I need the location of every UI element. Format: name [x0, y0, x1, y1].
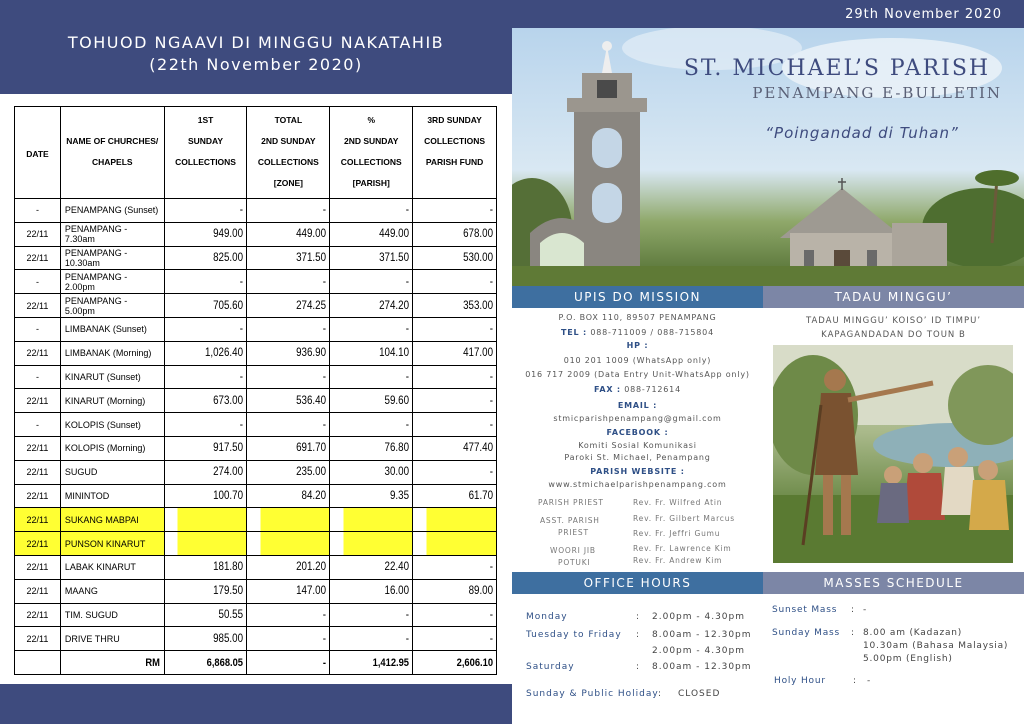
cell-c1: 50.55: [177, 603, 247, 627]
asst-priest-name-2: Rev. Fr. Jeffri Gumu: [633, 529, 721, 538]
cell-c3: 449.00: [342, 222, 412, 246]
upis-do-mission-bar: UPIS DO MISSION: [512, 286, 763, 308]
table-row: [15, 389, 497, 413]
cell-c3: 59.60: [342, 389, 412, 413]
collections-header: [0, 0, 512, 94]
cell-c2: 536.40: [259, 389, 329, 413]
table-row: [15, 270, 497, 294]
cell-c4: 678.00: [425, 222, 496, 246]
cell-date: 22/11: [15, 603, 61, 627]
cell-c3: -: [342, 199, 412, 223]
cell-c2: 274.25: [259, 294, 329, 318]
table-row: [15, 508, 497, 532]
left-footer-bar: [0, 684, 512, 724]
office-hours-section: [512, 594, 763, 724]
cell-c2: 936.90: [259, 341, 329, 365]
website-value[interactable]: www.stmichaelparishpenampang.com: [548, 480, 727, 489]
woori-role-1: WOORI JIB: [550, 546, 596, 555]
sunday-mass-value-1: 8.00 am (Kadazan): [863, 628, 963, 638]
fax-label: FAX :: [594, 385, 621, 394]
hp-label: HP :: [626, 341, 649, 350]
header-third: 3RD SUNDAY COLLECTIONS PARISH FUND: [413, 107, 497, 199]
collections-table: [14, 106, 497, 675]
cell-c1: 274.00: [177, 460, 247, 484]
facebook-label: FACEBOOK :: [606, 428, 669, 437]
cell-name: SUGUD: [60, 460, 164, 484]
cell-c2: -: [259, 365, 329, 389]
total-label: RM: [76, 651, 164, 675]
cell-c3: -: [342, 317, 412, 341]
cell-c3: -: [342, 413, 412, 437]
table-row: [15, 460, 497, 484]
cell-c4: 353.00: [425, 294, 496, 318]
cell-c1: 825.00: [177, 246, 247, 270]
cell-c4: -: [425, 389, 496, 413]
hero-banner: [512, 28, 1024, 286]
cell-date: 22/11: [15, 555, 61, 579]
cell-c2: 147.00: [259, 579, 329, 603]
table-row: [15, 317, 497, 341]
painting-illustration: [773, 345, 1013, 563]
cell-name: PENAMPANG - 2.00pm: [60, 270, 164, 294]
cell-c4: 89.00: [425, 579, 496, 603]
cell-name: LIMBANAK (Sunset): [60, 317, 164, 341]
holy-hour-label: Holy Hour: [774, 676, 826, 686]
cell-c3: [342, 532, 412, 556]
asst-priest-role-2: PRIEST: [558, 528, 589, 537]
sunday-mass-value-3: 5.00pm (English): [863, 654, 953, 664]
contact-section: [512, 308, 763, 572]
cell-c4: [425, 532, 496, 556]
tadau-section: [763, 308, 1024, 572]
sunday-mass-colon: :: [851, 628, 855, 638]
monday-colon: :: [636, 612, 641, 622]
cell-c2: -: [259, 199, 329, 223]
tel-line: [512, 328, 763, 337]
cell-date: -: [15, 365, 61, 389]
cell-c1: 673.00: [177, 389, 247, 413]
saturday-label: Saturday: [526, 662, 575, 672]
table-row: [15, 413, 497, 437]
cell-c2: -: [259, 627, 329, 651]
cell-c2: 235.00: [259, 460, 329, 484]
tadau-line-1: TADAU MINGGU’ KOISO’ ID TIMPU’: [805, 316, 982, 326]
cell-name: KINARUT (Morning): [60, 389, 164, 413]
email-value[interactable]: stmicparishpenampang@gmail.com: [553, 414, 722, 423]
cell-c3: -: [342, 270, 412, 294]
cell-c1: 1,026.40: [177, 341, 247, 365]
cell-name: PENAMPANG - 5.00pm: [60, 294, 164, 318]
cell-date: 22/11: [15, 532, 61, 556]
cell-name: PENAMPANG (Sunset): [60, 199, 164, 223]
masses-schedule-section: [763, 594, 1024, 724]
cell-c1: 917.50: [177, 436, 247, 460]
cell-name: PENAMPANG - 7.30am: [60, 222, 164, 246]
cell-date: 22/11: [15, 579, 61, 603]
cell-c2: 691.70: [259, 436, 329, 460]
header-total: TOTAL 2ND SUNDAY COLLECTIONS [ZONE]: [247, 107, 330, 199]
header-first: 1ST SUNDAY COLLECTIONS: [164, 107, 247, 199]
cell-c1: -: [177, 365, 247, 389]
facebook-value-2: Paroki St. Michael, Penampang: [564, 453, 711, 462]
collections-title: TOHUOD NGAAVI DI MINGGU NAKATAHIB: [67, 33, 445, 52]
cell-c1: -: [177, 413, 247, 437]
cell-c3: 22.40: [342, 555, 412, 579]
cell-c1: 705.60: [177, 294, 247, 318]
cell-c2: 371.50: [259, 246, 329, 270]
cell-name: KOLOPIS (Morning): [60, 436, 164, 460]
cell-c2: -: [259, 603, 329, 627]
cell-name: TIM. SUGUD: [60, 603, 164, 627]
header-date: DATE: [15, 107, 61, 199]
bulletin-date: 29th November 2020: [845, 7, 1002, 22]
cell-c4: -: [425, 603, 496, 627]
table-row: [15, 341, 497, 365]
cell-c2: -: [259, 317, 329, 341]
cell-c1: -: [177, 199, 247, 223]
cell-c2: 84.20: [259, 484, 329, 508]
tuefri-time-2: 2.00pm - 4.30pm: [652, 646, 746, 656]
office-hours-bar: OFFICE HOURS: [512, 572, 763, 594]
table-row: [15, 294, 497, 318]
cell-date: 22/11: [15, 460, 61, 484]
cell-c2: -: [259, 270, 329, 294]
holy-hour-colon: :: [853, 676, 857, 686]
address: P.O. BOX 110, 89507 PENAMPANG: [558, 313, 717, 322]
john-baptist-painting: [773, 345, 1013, 563]
parish-priest-role: PARISH PRIEST: [538, 498, 604, 507]
table-header-row: [15, 107, 497, 199]
cell-c1: [177, 508, 247, 532]
cell-c3: [342, 508, 412, 532]
email-label: EMAIL :: [617, 401, 658, 410]
cell-c3: 274.20: [342, 294, 412, 318]
cell-date: 22/11: [15, 508, 61, 532]
cell-c4: [425, 508, 496, 532]
tel-label: TEL :: [561, 328, 588, 337]
tadau-minggu-bar: TADAU MINGGU’: [763, 286, 1024, 308]
cell-name: PENAMPANG - 10.30am: [60, 246, 164, 270]
masses-schedule-bar: MASSES SCHEDULE: [763, 572, 1024, 594]
total-c4: 2,606.10: [425, 651, 496, 675]
cell-date: 22/11: [15, 389, 61, 413]
sunset-mass-colon: :: [851, 605, 855, 615]
table-row: [15, 579, 497, 603]
cell-date: 22/11: [15, 294, 61, 318]
cell-c3: 30.00: [342, 460, 412, 484]
table-row: [15, 436, 497, 460]
saturday-colon: :: [636, 662, 641, 672]
cell-date: 22/11: [15, 341, 61, 365]
cell-empty: [15, 651, 61, 675]
woori-role-2: POTUKI: [558, 558, 591, 567]
woori-name-2: Rev. Fr. Andrew Kim: [633, 556, 723, 565]
cell-date: -: [15, 270, 61, 294]
motto: “Poingandad di Tuhan”: [765, 124, 959, 142]
cell-name: DRIVE THRU: [60, 627, 164, 651]
cell-c4: -: [425, 555, 496, 579]
header-pct: % 2ND SUNDAY COLLECTIONS [PARISH]: [330, 107, 413, 199]
table-row: [15, 365, 497, 389]
cell-c3: 9.35: [342, 484, 412, 508]
cell-c3: 76.80: [342, 436, 412, 460]
table-row: [15, 627, 497, 651]
cell-name: KINARUT (Sunset): [60, 365, 164, 389]
bulletin-name: PENAMPANG E-BULLETIN: [752, 84, 1002, 102]
cell-c4: -: [425, 460, 496, 484]
woori-name-1: Rev. Fr. Lawrence Kim: [633, 544, 732, 553]
monday-time: 2.00pm - 4.30pm: [652, 612, 746, 622]
sunday-mass-value-2: 10.30am (Bahasa Malaysia): [863, 641, 1009, 651]
cell-date: -: [15, 317, 61, 341]
tuefri-label: Tuesday to Friday: [526, 630, 622, 640]
cell-c4: -: [425, 365, 496, 389]
date-bar: [512, 0, 1024, 28]
total-c2: -: [259, 651, 329, 675]
cell-c2: -: [259, 413, 329, 437]
hp-value-1: 010 201 1009 (WhatsApp only): [563, 356, 712, 365]
cell-c4: 530.00: [425, 246, 496, 270]
cell-date: 22/11: [15, 484, 61, 508]
cell-name: SUKANG MABPAI: [60, 508, 164, 532]
sunset-mass-label: Sunset Mass: [772, 605, 838, 615]
sunset-mass-value: -: [863, 605, 868, 615]
cell-name: LABAK KINARUT: [60, 555, 164, 579]
parish-name: ST. MICHAEL’S PARISH: [683, 56, 991, 81]
saturday-time: 8.00am - 12.30pm: [652, 662, 752, 672]
total-c1: 6,868.05: [177, 651, 247, 675]
table-row: [15, 199, 497, 223]
table-total-row: [15, 651, 497, 675]
cell-name: LIMBANAK (Morning): [60, 341, 164, 365]
facebook-value-1: Komiti Sosial Komunikasi: [578, 441, 697, 450]
cell-c1: 985.00: [177, 627, 247, 651]
cell-c1: 179.50: [177, 579, 247, 603]
cell-c1: -: [177, 270, 247, 294]
cell-c4: -: [425, 270, 496, 294]
tadau-line-2: KAPAGANDADAN DO TOUN B: [821, 330, 966, 340]
cell-c4: -: [425, 317, 496, 341]
cell-c4: -: [425, 413, 496, 437]
cell-c3: 371.50: [342, 246, 412, 270]
cell-c3: 104.10: [342, 341, 412, 365]
cell-c1: -: [177, 317, 247, 341]
cell-c1: 949.00: [177, 222, 247, 246]
cell-c3: -: [342, 627, 412, 651]
website-label: PARISH WEBSITE :: [590, 467, 685, 476]
right-panel: [512, 0, 1024, 724]
cell-c4: -: [425, 627, 496, 651]
cell-c3: -: [342, 365, 412, 389]
parish-priest-name: Rev. Fr. Wilfred Atin: [633, 498, 723, 507]
cell-name: KOLOPIS (Sunset): [60, 413, 164, 437]
holiday-time: CLOSED: [678, 689, 721, 699]
table-row: [15, 532, 497, 556]
table-row: [15, 246, 497, 270]
cell-date: 22/11: [15, 627, 61, 651]
table-body: [15, 199, 497, 675]
hp-value-2: 016 717 2009 (Data Entry Unit-WhatsApp only): [525, 370, 750, 379]
cell-c1: 181.80: [177, 555, 247, 579]
table-row: [15, 484, 497, 508]
sunday-mass-label: Sunday Mass: [772, 628, 840, 638]
cell-c2: [259, 532, 329, 556]
cell-c2: 201.20: [259, 555, 329, 579]
cell-date: 22/11: [15, 436, 61, 460]
holiday-label: Sunday & Public Holiday: [526, 689, 659, 699]
tuefri-time-1: 8.00am - 12.30pm: [652, 630, 752, 640]
monday-label: Monday: [526, 612, 568, 622]
holiday-colon: :: [658, 689, 663, 699]
cell-c4: 477.40: [425, 436, 496, 460]
tuefri-colon: :: [636, 630, 641, 640]
cell-c4: -: [425, 199, 496, 223]
collections-subtitle: (22th November 2020): [149, 55, 363, 74]
cell-date: 22/11: [15, 222, 61, 246]
cell-c1: [177, 532, 247, 556]
fax-line: [512, 385, 763, 394]
cell-c2: [259, 508, 329, 532]
cell-name: MAANG: [60, 579, 164, 603]
cell-date: 22/11: [15, 246, 61, 270]
cell-c4: 417.00: [425, 341, 496, 365]
asst-priest-role-1: ASST. PARISH: [540, 516, 600, 525]
asst-priest-name-1: Rev. Fr. Gilbert Marcus: [633, 514, 735, 523]
cell-date: -: [15, 413, 61, 437]
header-name: NAME OF CHURCHES/ CHAPELS: [60, 107, 164, 199]
table-row: [15, 222, 497, 246]
tel-value: 088-711009 / 088-715804: [590, 328, 714, 337]
cell-c3: -: [342, 603, 412, 627]
cell-c4: 61.70: [425, 484, 496, 508]
fax-value: 088-712614: [624, 385, 681, 394]
total-c3: 1,412.95: [342, 651, 412, 675]
cell-c3: 16.00: [342, 579, 412, 603]
table-row: [15, 603, 497, 627]
cell-c1: 100.70: [177, 484, 247, 508]
cell-date: -: [15, 199, 61, 223]
table-row: [15, 555, 497, 579]
holy-hour-value: -: [867, 676, 872, 686]
cell-name: PUNSON KINARUT: [60, 532, 164, 556]
cell-name: MININTOD: [60, 484, 164, 508]
cell-c2: 449.00: [259, 222, 329, 246]
